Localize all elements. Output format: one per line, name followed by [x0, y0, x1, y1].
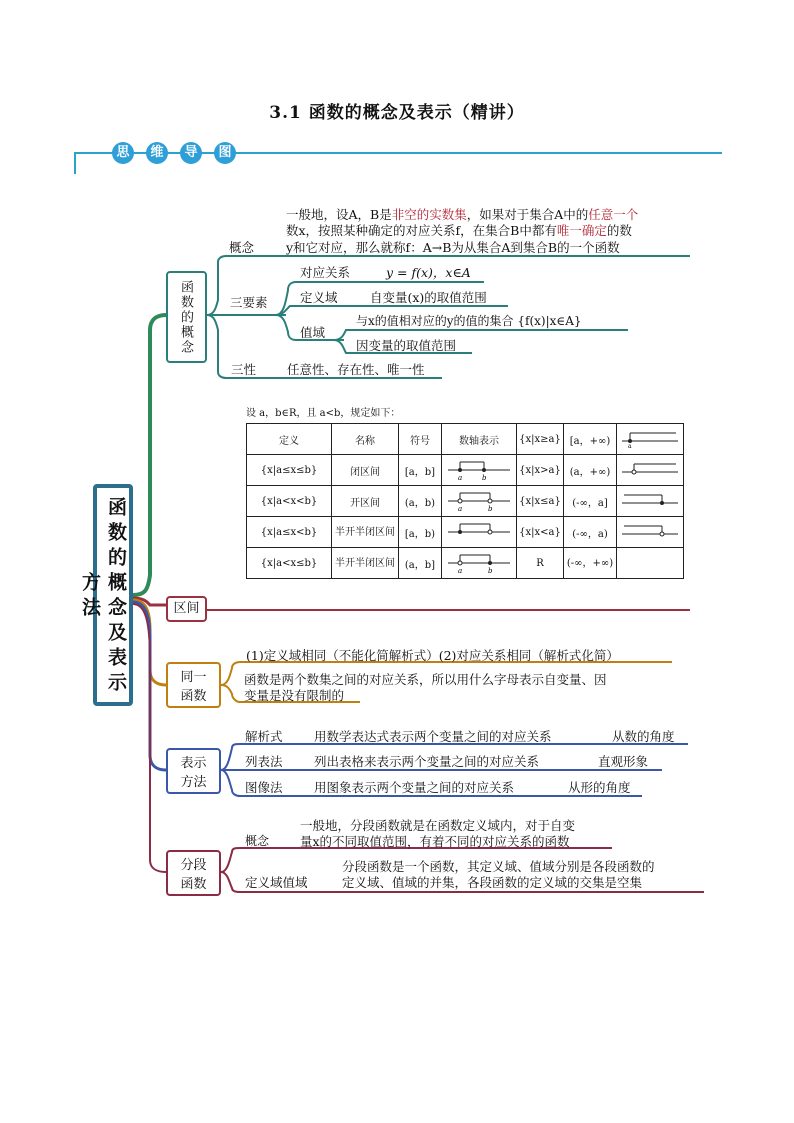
table-cell: {x|x≥a} — [517, 424, 564, 455]
three-props-text: 任意性、存在性、唯一性 — [287, 362, 425, 377]
interval-caption: 设 a，b∈R，且 a<b，规定如下： — [246, 408, 401, 419]
same-function-conditions: (1)定义域相同（不能化简解析式）(2)对应关系相同（解析式化简） — [246, 648, 619, 663]
range-text-1: 与x的值相对应的y的值的集合 {f(x)|x∈A} — [356, 314, 582, 328]
number-line-cell — [442, 548, 517, 579]
svg-text:b: b — [488, 504, 493, 513]
table-cell: {x|x>a} — [517, 455, 564, 486]
number-line-cell — [442, 517, 517, 548]
mindmap-badge-1: 思 — [112, 142, 134, 164]
table-cell — [617, 548, 684, 579]
same-function-note-2: 变量是没有限制的 — [244, 688, 345, 703]
piecewise-concept-1: 一般地，分段函数就是在函数定义域内，对于自变 — [300, 818, 576, 833]
svg-text:a: a — [458, 473, 463, 482]
piecewise-domain-range-1: 分段函数是一个函数，其定义域、值域分别是各段函数的 — [342, 859, 655, 874]
piecewise-domain-range-2: 定义域、值域的并集，各段函数的定义域的交集是空集 — [342, 875, 643, 890]
root-node: 函数的概念及表示方法 — [93, 484, 133, 706]
table-cell: R — [517, 548, 564, 579]
table-cell: {x|x≤a} — [517, 486, 564, 517]
representation-table: 列表法 — [245, 754, 283, 769]
table-cell: 半开半闭区间 — [332, 548, 399, 579]
representation-graph-angle: 从形的角度 — [568, 780, 631, 795]
category-function-concept: 函数的概念 — [166, 271, 207, 363]
representation-analytic: 解析式 — [245, 729, 283, 744]
piecewise-concept-2: 量x的不同取值范围，有着不同的对应关系的函数 — [300, 834, 570, 849]
table-row — [247, 517, 684, 548]
table-cell: 定义 — [247, 424, 332, 455]
table-cell: {x|x<a} — [517, 517, 564, 548]
table-cell: [a，b) — [399, 517, 442, 548]
table-cell: (-∞，a] — [564, 486, 617, 517]
piecewise-concept-label: 概念 — [245, 834, 270, 848]
table-cell: {x|a<x≤b} — [247, 548, 332, 579]
representation-analytic-desc: 用数学表达式表示两个变量之间的对应关系 — [314, 729, 552, 744]
table-row — [247, 486, 684, 517]
table-cell: (a，b] — [399, 548, 442, 579]
table-cell: {x|a<x<b} — [247, 486, 332, 517]
table-cell: (a，+∞) — [564, 455, 617, 486]
number-line-cell — [617, 517, 684, 548]
representation-table-desc: 列出表格来表示两个变量之间的对应关系 — [314, 754, 540, 769]
table-cell: [a，b] — [399, 455, 442, 486]
table-cell: (a，b) — [399, 486, 442, 517]
representation-graph-desc: 用图象表示两个变量之间的对应关系 — [314, 780, 515, 795]
axis-label-a: a — [628, 442, 632, 449]
representation-analytic-angle: 从数的角度 — [612, 729, 675, 744]
svg-text:b: b — [488, 566, 493, 575]
table-row — [247, 548, 684, 579]
category-same-function: 同一函数 — [166, 662, 221, 708]
interval-table — [246, 423, 684, 579]
number-line-cell — [442, 455, 517, 486]
definition-line-1: 一般地，设A，B是非空的实数集，如果对于集合A中的任意一个 — [286, 207, 639, 222]
table-cell: {x|a≤x<b} — [247, 517, 332, 548]
mindmap-badge-3: 导 — [180, 142, 202, 164]
three-props-label: 三性 — [231, 362, 257, 377]
mindmap-badge-2: 维 — [146, 142, 168, 164]
definition-line-2: 数x，按照某种确定的对应关系f，在集合B中都有唯一确定的数 — [286, 223, 632, 238]
table-row — [247, 424, 684, 455]
representation-table-angle: 直观形象 — [598, 754, 649, 769]
svg-text:a: a — [458, 566, 463, 575]
category-representation: 表示方法 — [166, 748, 221, 794]
definition-line-3: y和它对应，那么就称f：A→B为从集合A到集合B的一个函数 — [286, 240, 620, 255]
table-cell: 符号 — [399, 424, 442, 455]
domain-text: 自变量(x)的取值范围 — [370, 290, 487, 305]
svg-text:b: b — [482, 473, 487, 482]
svg-text:a: a — [458, 504, 463, 513]
number-line-cell — [442, 486, 517, 517]
domain-label: 定义域 — [300, 290, 338, 305]
number-line-cell — [617, 455, 684, 486]
table-cell: 闭区间 — [332, 455, 399, 486]
table-cell: 开区间 — [332, 486, 399, 517]
number-line-cell — [617, 486, 684, 517]
definition-label: 概念 — [229, 240, 255, 255]
page-title: 3.1 函数的概念及表示（精讲） — [269, 103, 525, 123]
table-cell: 数轴表示 — [442, 424, 517, 455]
table-cell: (-∞，+∞) — [564, 548, 617, 579]
representation-graph: 图像法 — [245, 780, 283, 795]
range-label: 值域 — [300, 325, 326, 340]
table-cell: [a，+∞) — [564, 424, 617, 455]
piecewise-domain-range-label: 定义域值域 — [245, 875, 308, 890]
three-elements-label: 三要素 — [230, 295, 268, 310]
mapping-label: 对应关系 — [300, 265, 351, 280]
table-cell: {x|a≤x≤b} — [247, 455, 332, 486]
range-text-2: 因变量的取值范围 — [356, 338, 457, 353]
table-cell: (-∞，a) — [564, 517, 617, 548]
mapping-formula: y = f(x)，x∈A — [386, 265, 471, 280]
table-cell: 半开半闭区间 — [332, 517, 399, 548]
mindmap-badge-4: 图 — [214, 142, 236, 164]
number-line-cell — [617, 424, 684, 455]
table-row — [247, 455, 684, 486]
category-interval: 区间 — [166, 596, 207, 622]
same-function-note-1: 函数是两个数集之间的对应关系，所以用什么字母表示自变量、因 — [244, 672, 607, 687]
category-piecewise: 分段函数 — [166, 850, 221, 896]
table-cell: 名称 — [332, 424, 399, 455]
